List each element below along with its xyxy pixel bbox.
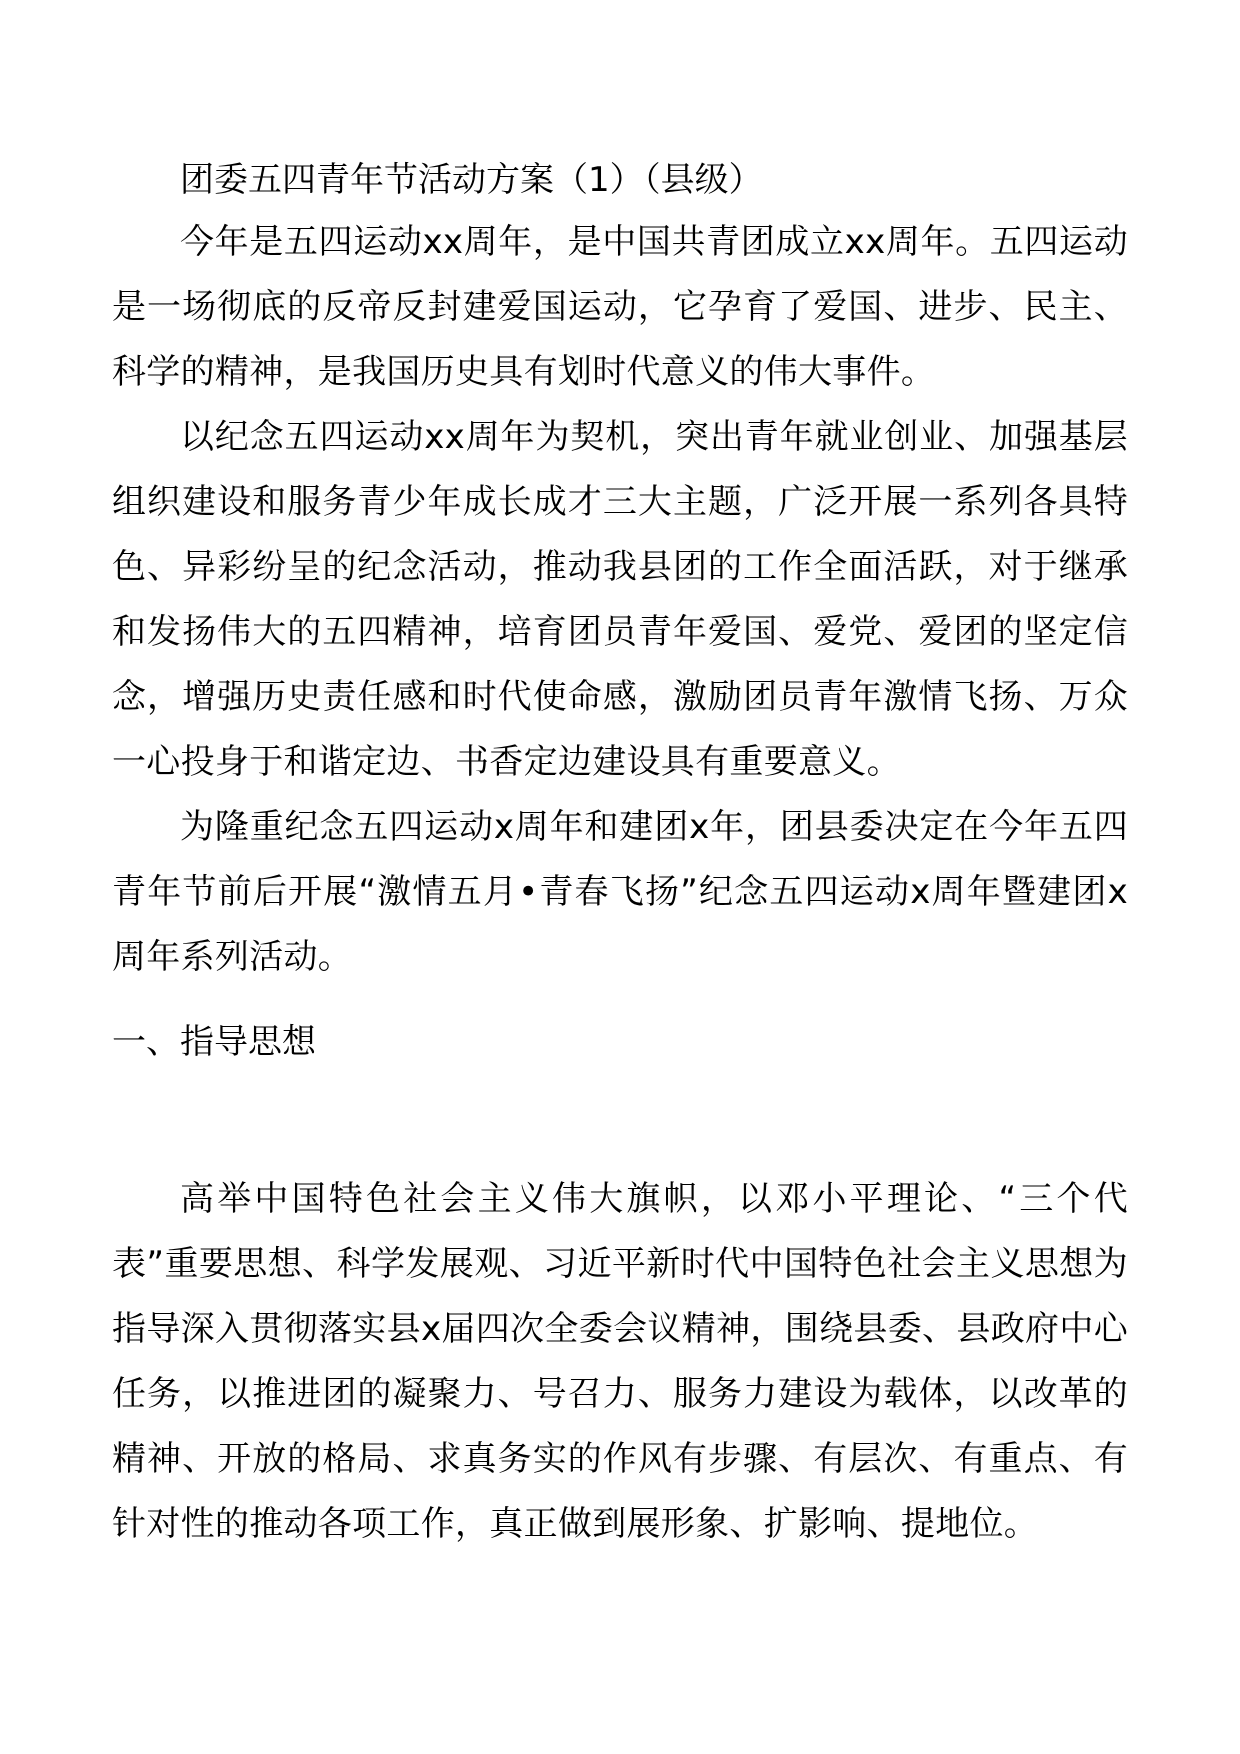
paragraph-guiding-ideology: 高举中国特色社会主义伟大旗帜，以邓小平理论、“三个代表”重要思想、科学发展观、习近平新时代中国特色社会主义思想为指导深入贯彻落实县x届四次全委会议精神，围绕县委、县政府中心任务，以推进团的凝聚力、号召力、服务力建设为载体，以改革的精神、开放的格局、求真务实的作风有步骤、有层次、有重点、有针对性的推动各项工作，真正做到展形象、扩影响、提地位。	[112, 1179, 1128, 1544]
section-spacer	[112, 1075, 1128, 1167]
paragraph-decision: 为隆重纪念五四运动x周年和建团x年，团县委决定在今年五四青年节前后开展“激情五月•青春飞扬”纪念五四运动x周年暨建团x周年系列活动。	[112, 807, 1128, 977]
paragraph-intro: 今年是五四运动xx周年，是中国共青团成立xx周年。五四运动是一场彻底的反帝反封建爱国运动，它孕育了爱国、进步、民主、科学的精神，是我国历史具有划时代意义的伟大事件。	[112, 222, 1128, 392]
paragraph-significance: 以纪念五四运动xx周年为契机，突出青年就业创业、加强基层组织建设和服务青少年成长成才三大主题，广泛开展一系列各具特色、异彩纷呈的纪念活动，推动我县团的工作全面活跃，对于继承和发扬伟大的五四精神，培育团员青年爱国、爱党、爱团的坚定信念，增强历史责任感和时代使命感，激励团员青年激情飞扬、万众一心投身于和谐定边、书香定边建设具有重要意义。	[112, 417, 1128, 782]
document-title: 团委五四青年节活动方案（1）（县级）	[180, 160, 763, 200]
document-page	[112, 160, 1128, 1557]
section-heading-guiding-ideology: 一、指导思想	[112, 1022, 316, 1062]
